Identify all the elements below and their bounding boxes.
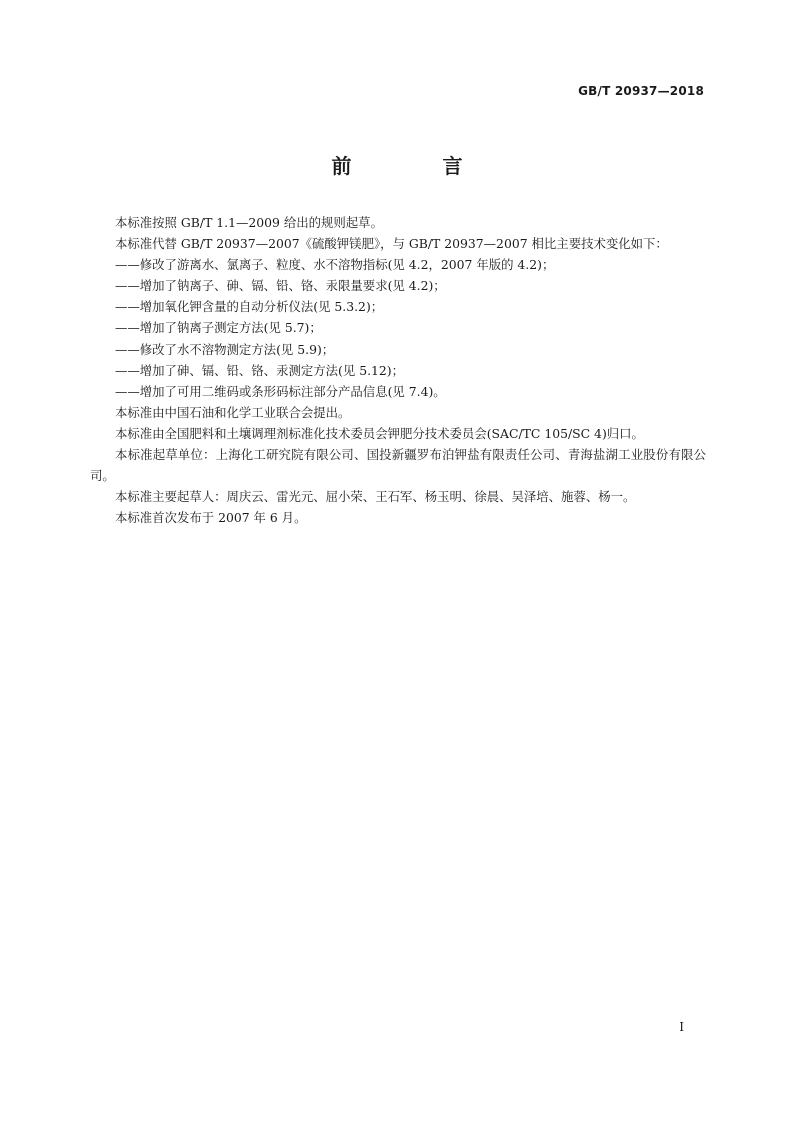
standard-code: GB/T 20937—2018 xyxy=(578,84,704,98)
foreword-body xyxy=(90,212,706,528)
change-item: ——修改了水不溶物测定方法(见 5.9)； xyxy=(115,341,335,357)
page-title: 前 言 xyxy=(331,154,505,178)
paragraph: 本标准按照 GB/T 1.1—2009 给出的规则起草。 xyxy=(115,215,383,230)
change-item: ——增加氧化钾含量的自动分析仪法(见 5.3.2)； xyxy=(115,299,384,315)
paragraph: 本标准起草单位：上海化工研究院有限公司、国投新疆罗布泊钾盐有限责任公司、青海盐湖工业股份有限公司。 xyxy=(90,447,706,484)
paragraph: 本标准代替 GB/T 20937—2007《硫酸钾镁肥》，与 GB/T 20937—2007 相比主要技术变化如下： xyxy=(115,236,668,252)
change-item: ——增加了可用二维码或条形码标注部分产品信息(见 7.4)。 xyxy=(115,383,446,399)
paragraph: 本标准首次发布于 2007 年 6 月。 xyxy=(115,510,307,526)
change-item: ——增加了砷、镉、铅、铬、汞测定方法(见 5.12)； xyxy=(115,362,405,378)
paragraph: 本标准主要起草人：周庆云、雷光元、屈小荣、王石军、杨玉明、徐晨、吴泽培、施蓉、杨一。 xyxy=(115,489,636,505)
paragraph: 本标准由全国肥料和土壤调理剂标准化技术委员会钾肥分技术委员会(SAC/TC 105/SC 4)归口。 xyxy=(115,425,644,441)
paragraph: 本标准由中国石油和化学工业联合会提出。 xyxy=(115,404,351,420)
change-item: ——增加了钠离子测定方法(见 5.7)； xyxy=(115,320,322,336)
change-item: ——修改了游离水、氯离子、粒度、水不溶物指标(见 4.2，2007 年版的 4.2)； xyxy=(115,257,555,273)
change-item: ——增加了钠离子、砷、镉、铅、铬、汞限量要求(见 4.2)； xyxy=(115,278,446,294)
page-number: I xyxy=(679,1020,684,1034)
